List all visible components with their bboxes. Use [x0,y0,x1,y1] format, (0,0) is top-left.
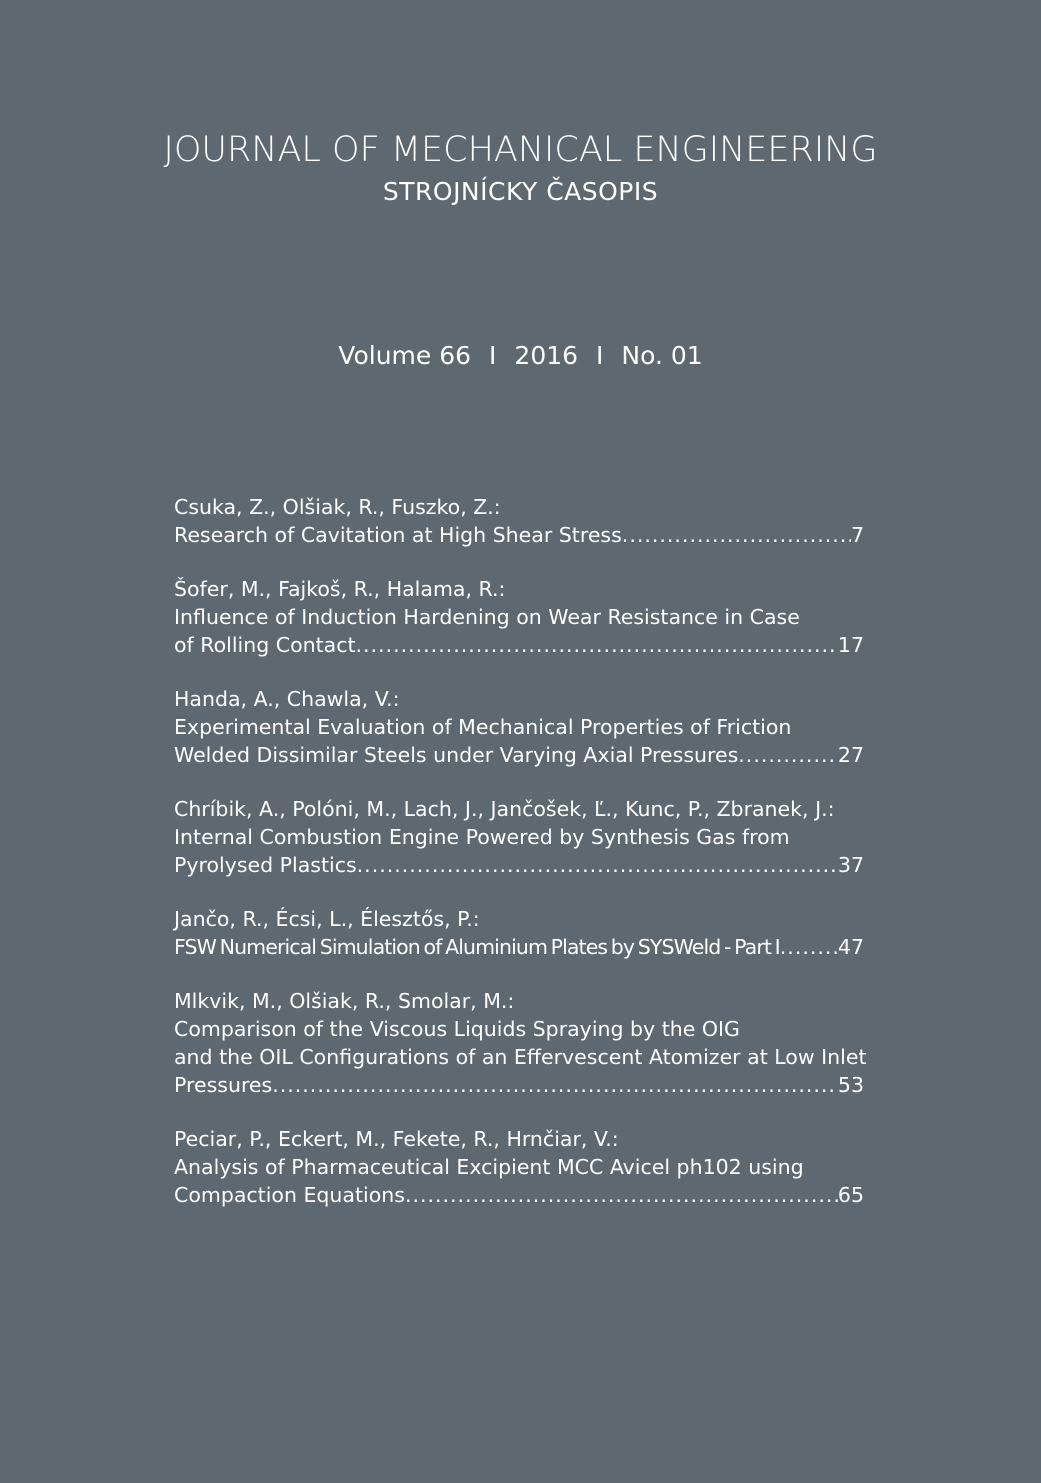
toc-page-number: 7 [850,523,864,547]
toc-page-number: 65 [837,1183,864,1207]
leader-dots [780,933,838,961]
toc-page-number: 47 [837,935,864,959]
leader-dots [405,1181,838,1209]
toc-title-line: of Rolling Contact [174,633,356,657]
toc-entry[interactable] [174,905,864,961]
journal-header [0,128,1041,210]
toc-page-number: 53 [837,1073,864,1097]
issue-separator: I [596,341,604,370]
toc-title-line: Compaction Equations [174,1183,405,1207]
toc-authors: Handa, A., Chawla, V.: [174,687,400,711]
toc-entry[interactable] [174,493,864,549]
toc-entry[interactable] [174,575,864,659]
toc-title-line: Research of Cavitation at High Shear Stress [174,523,622,547]
leader-dots [738,741,838,769]
journal-subtitle: STROJNÍCKY ČASOPIS [382,177,659,206]
toc-title-line: Welded Dissimilar Steels under Varying Axial Pressures [174,743,739,767]
toc-entry[interactable] [174,1125,864,1209]
toc-title-line: Influence of Induction Hardening on Wear Resistance in Case [174,605,800,629]
toc-authors: Peciar, P., Eckert, M., Fekete, R., Hrnčiar, V.: [174,1127,619,1151]
toc-authors: Mlkvik, M., Olšiak, R., Smolar, M.: [174,989,515,1013]
toc-authors: Csuka, Z., Olšiak, R., Fuszko, Z.: [174,495,501,519]
issue-volume: Volume 66 [338,341,472,370]
toc-title-line: Pressures [174,1073,273,1097]
journal-title: JOURNAL OF MECHANICAL ENGINEERING [163,130,878,170]
toc-authors: Chríbik, A., Polóni, M., Lach, J., Jančošek, Ľ., Kunc, P., Zbranek, J.: [174,797,835,821]
issue-number: No. 01 [621,341,703,370]
toc-title-line: Experimental Evaluation of Mechanical Properties of Friction [174,715,792,739]
issue-year: 2016 [514,341,579,370]
toc-title-line: Comparison of the Viscous Liquids Spraying by the OIG [174,1017,740,1041]
toc-page-number: 17 [837,633,864,657]
toc-authors: Šofer, M., Fajkoš, R., Halama, R.: [174,577,506,601]
toc-entry[interactable] [174,987,867,1099]
table-of-contents [174,493,867,1235]
toc-title-line: Pyrolysed Plastics [174,853,357,877]
leader-dots [272,1071,838,1099]
toc-title-line: and the OIL Configurations of an Effervescent Atomizer at Low Inlet [174,1045,867,1069]
toc-authors: Jančo, R., Écsi, L., Élesztős, P.: [174,907,480,931]
toc-entry[interactable] [174,685,864,769]
leader-dots [356,631,838,659]
toc-page-number: 37 [837,853,864,877]
toc-title-line: Analysis of Pharmaceutical Excipient MCC Avicel ph102 using [174,1155,804,1179]
toc-entry[interactable] [174,795,864,879]
leader-dots [622,521,851,549]
leader-dots [357,851,838,879]
toc-page-number: 27 [837,743,864,767]
toc-title-line: Internal Combustion Engine Powered by Synthesis Gas from [174,825,790,849]
issue-separator: I [489,341,497,370]
issue-info [0,338,1041,374]
toc-title-line: FSW Numerical Simulation of Aluminium Plates by SYSWeld - Part I [174,935,780,959]
